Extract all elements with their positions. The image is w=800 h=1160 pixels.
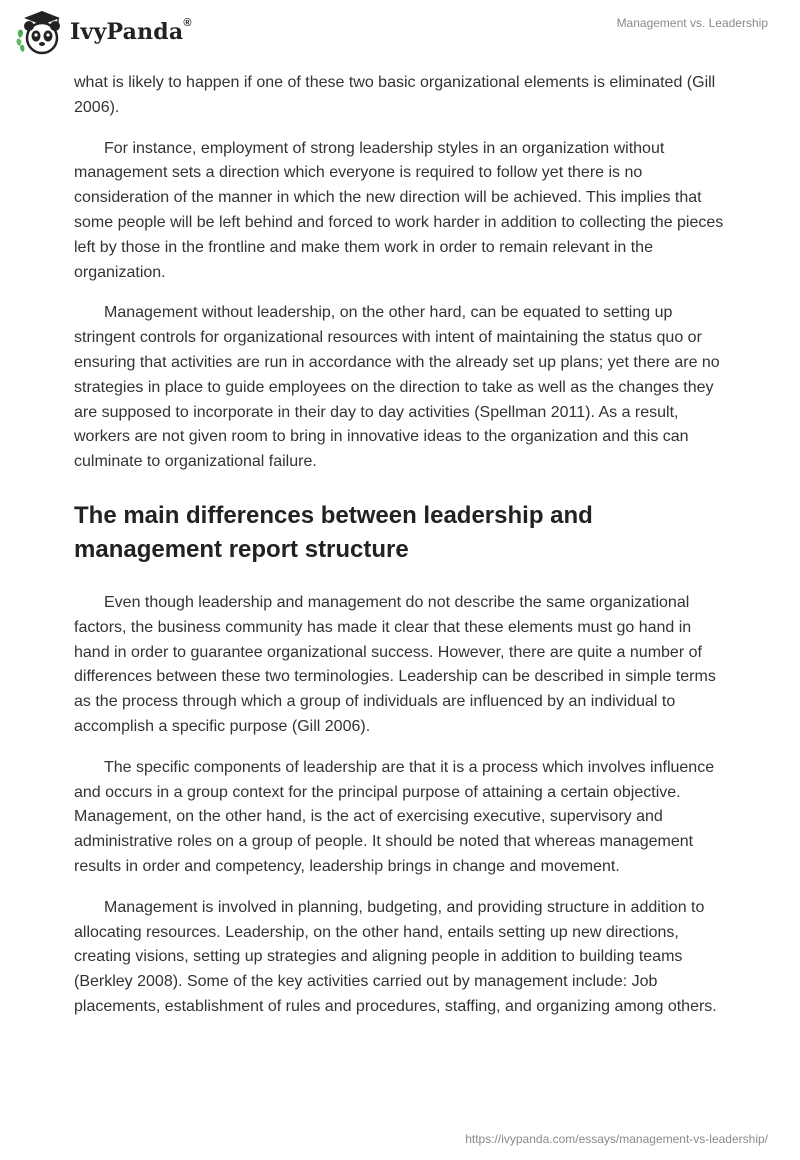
section-heading: The main differences between leadership and management report structure (74, 501, 593, 563)
paragraph: For instance, employment of strong leadership styles in an organization without management sets a direction which everyone is required to follow yet there is no consideration of the manner in which the new direction will be achieved. This implies that some people will be left behind and forced to work harder in addition to collecting the pieces left by those in the frontline and make them work in order to remain relevant in the organization. (74, 139, 724, 281)
paragraph: Management without leadership, on the other hard, can be equated to setting up stringent controls for organizational resources with intent of maintaining the status quo or ensuring that activities are run in accordance with the already set up plans; yet there are no strategies in place to guide employees on the direction to take as well as the changes they are supposed to incorporate in their day to day activities (Spellman 2011). As a result, workers are not given room to bring in innovative ideas to the organization and this can culminate to organizational failure. (74, 304, 720, 471)
page-header (0, 0, 800, 60)
essay-content (74, 71, 726, 1036)
panda-mascot-icon (14, 8, 66, 56)
paragraph: Management is involved in planning, budgeting, and providing structure in addition to allocating resources. Leadership, on the other hand, entails setting up new directions, creating visions, setting up strategies and aligning people in addition to building teams (Berkley 2008). Some of the key activities carried out by management include: Job placements, establishment of rules and procedures, staffing, and organizing among others. (74, 898, 717, 1015)
source-url[interactable]: https://ivypanda.com/essays/management-vs-leadership/ (465, 1132, 768, 1146)
paragraph: Even though leadership and management do not describe the same organizational factors, the business community has made it clear that these elements must go hand in hand in order to guarantee organizational success. However, there are quite a number of differences between these two terminologies. Leadership can be described in simple terms as the process through which a group of individuals are influenced by an individual to accomplish a specific purpose (Gill 2006). (74, 593, 716, 735)
paragraph: The specific components of leadership are that it is a process which involves influence and occurs in a group context for the principal purpose of attaining a certain objective. Management, on the other hand, is the act of exercising executive, supervisory and administrative roles on a group of people. It should be noted that whereas management results in order and competency, leadership brings in change and movement. (74, 758, 715, 875)
paragraph-continuation: what is likely to happen if one of these two basic organizational elements is eliminated (Gill 2006). (74, 74, 716, 116)
brand-name: IvyPanda® (70, 17, 192, 45)
registered-mark: ® (183, 17, 192, 29)
ivypanda-logo[interactable] (14, 8, 192, 56)
document-title: Management vs. Leadership (616, 16, 768, 30)
